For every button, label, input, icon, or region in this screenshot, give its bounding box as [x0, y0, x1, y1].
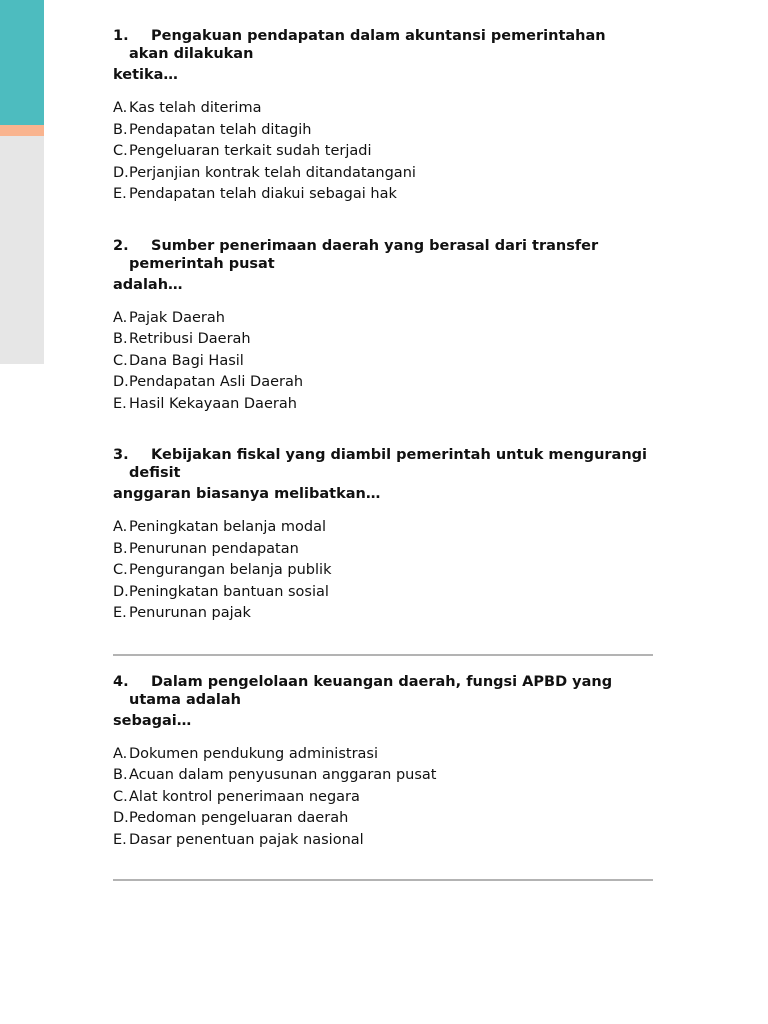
option-text: Penurunan pendapatan [129, 540, 299, 557]
option-letter: D. [113, 583, 129, 600]
option-text: Dokumen pendukung administrasi [129, 745, 379, 762]
question-4-options [113, 744, 653, 852]
option-c[interactable] [113, 560, 653, 582]
question-3-line2: defisit [129, 465, 181, 481]
question-4-number: 4. [113, 673, 129, 690]
question-3-number: 3. [113, 447, 129, 463]
option-letter: D. [113, 164, 129, 181]
option-letter: B. [113, 767, 128, 783]
option-text: Pedoman pengeluaran daerah [129, 810, 349, 826]
option-text: Pendapatan Asli Daerah [129, 374, 304, 390]
sidebar-accent-teal [0, 0, 44, 125]
option-d[interactable] [113, 582, 653, 604]
option-letter: C. [113, 352, 128, 369]
option-letter: E. [113, 605, 127, 621]
option-text: Hasil Kekayaan Daerah [129, 395, 297, 412]
spacer [113, 656, 653, 673]
option-e[interactable] [113, 394, 653, 416]
question-1-line1: Pengakuan pendapatan dalam akuntansi pemerintahan [151, 28, 606, 44]
option-letter: A. [113, 100, 128, 116]
option-text: Kas telah diterima [129, 100, 262, 116]
spacer [113, 851, 653, 879]
section-divider [113, 879, 653, 881]
option-text: Retribusi Daerah [129, 331, 251, 347]
option-b[interactable] [113, 539, 653, 561]
question-1 [113, 27, 653, 206]
option-letter: B. [113, 540, 128, 557]
option-c[interactable] [113, 351, 653, 373]
option-a[interactable] [113, 744, 653, 766]
question-2-number: 2. [113, 237, 129, 254]
option-a[interactable] [113, 517, 653, 539]
spacer [113, 206, 653, 237]
option-letter: C. [113, 562, 128, 578]
question-2-line3: adalah… [113, 276, 183, 293]
option-b[interactable] [113, 329, 653, 351]
question-4-line3: sebagai… [113, 712, 192, 729]
option-letter: D. [113, 374, 129, 390]
spacer [113, 625, 653, 654]
question-4 [113, 673, 653, 852]
option-text: Pengurangan belanja publik [129, 562, 332, 578]
question-2 [113, 237, 653, 416]
question-1-text [113, 27, 653, 84]
quiz-content [113, 27, 653, 881]
question-4-line2: utama adalah [129, 691, 242, 708]
question-3 [113, 446, 653, 625]
question-1-line2: akan dilakukan [129, 46, 254, 62]
option-text: Peningkatan belanja modal [129, 519, 327, 535]
question-2-line2: pemerintah pusat [129, 255, 275, 272]
question-2-line1: Sumber penerimaan daerah yang berasal dari transfer [151, 237, 599, 254]
option-text: Dasar penentuan pajak nasional [129, 831, 364, 848]
question-1-line3: ketika… [113, 67, 178, 83]
option-a[interactable] [113, 98, 653, 120]
option-letter: C. [113, 143, 128, 159]
option-d[interactable] [113, 808, 653, 830]
option-text: Alat kontrol penerimaan negara [129, 788, 360, 805]
question-1-options [113, 98, 653, 206]
question-3-text [113, 446, 653, 503]
spacer [113, 415, 653, 446]
question-1-number: 1. [113, 28, 129, 44]
question-2-text [113, 237, 653, 294]
option-letter: E. [113, 186, 127, 202]
option-e[interactable] [113, 184, 653, 206]
option-letter: C. [113, 788, 128, 805]
question-3-line1: Kebijakan fiskal yang diambil pemerintah untuk mengurangi [151, 447, 647, 463]
option-text: Peningkatan bantuan sosial [129, 583, 329, 600]
option-letter: A. [113, 745, 128, 762]
option-text: Pendapatan telah ditagih [129, 121, 312, 138]
question-4-text [113, 673, 653, 730]
option-letter: A. [113, 309, 128, 326]
option-e[interactable] [113, 830, 653, 852]
question-2-options [113, 308, 653, 416]
sidebar-accent-orange [0, 125, 44, 136]
option-letter: E. [113, 395, 127, 412]
option-a[interactable] [113, 308, 653, 330]
option-letter: B. [113, 121, 128, 138]
option-letter: A. [113, 519, 128, 535]
option-text: Perjanjian kontrak telah ditandatangani [129, 164, 416, 181]
option-text: Penurunan pajak [129, 605, 251, 621]
option-e[interactable] [113, 603, 653, 625]
option-letter: D. [113, 810, 129, 826]
option-text: Acuan dalam penyusunan anggaran pusat [129, 767, 437, 783]
option-letter: B. [113, 331, 128, 347]
question-3-line3: anggaran biasanya melibatkan… [113, 486, 381, 502]
option-text: Pendapatan telah diakui sebagai hak [129, 186, 397, 202]
option-text: Pengeluaran terkait sudah terjadi [129, 143, 372, 159]
sidebar-panel-gray [0, 136, 44, 364]
option-d[interactable] [113, 372, 653, 394]
question-4-line1: Dalam pengelolaan keuangan daerah, fungsi APBD yang [151, 673, 613, 690]
option-c[interactable] [113, 787, 653, 809]
option-c[interactable] [113, 141, 653, 163]
option-text: Pajak Daerah [129, 309, 225, 326]
option-letter: E. [113, 831, 127, 848]
option-text: Dana Bagi Hasil [129, 352, 244, 369]
question-3-options [113, 517, 653, 625]
option-b[interactable] [113, 765, 653, 787]
option-b[interactable] [113, 120, 653, 142]
option-d[interactable] [113, 163, 653, 185]
